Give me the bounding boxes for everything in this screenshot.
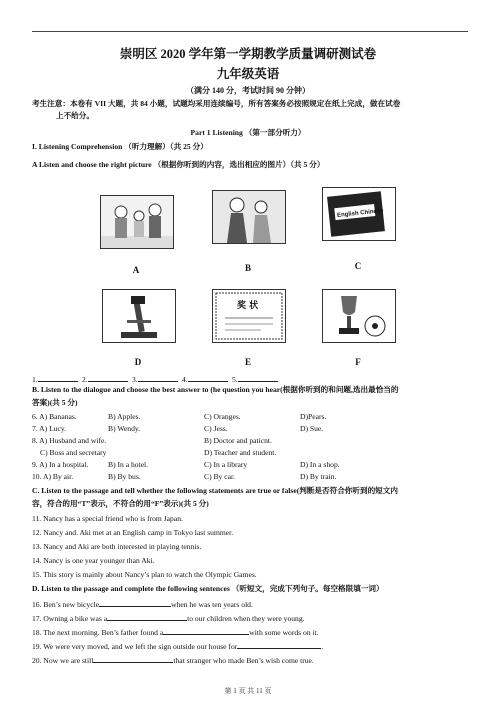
part-heading: Part 1 Listening （第一部分听力）	[190, 128, 306, 137]
picture-d-label: D	[134, 357, 142, 367]
picture-b-label: B	[244, 263, 251, 273]
picture-a-label: A	[132, 265, 140, 275]
answer-1[interactable]: 1.	[32, 373, 78, 385]
picture-e-label: E	[244, 357, 251, 367]
sentence-19: 19. We were very moved, and we left the sign outside our house for .	[32, 642, 324, 651]
statement-14: 14. Nancy is one year younger than Aki.	[32, 556, 155, 565]
blank-17[interactable]	[107, 612, 187, 621]
score-info: （满分 140 分，考试时间 90 分钟）	[186, 86, 310, 95]
section-c-line-1: C. Listen to the passage and tell whether the following statements are true or false(判断是否符合你听到的短文内	[32, 486, 398, 495]
picture-f-label: F	[355, 357, 361, 367]
answer-4[interactable]: 4.	[182, 373, 228, 385]
blank-16[interactable]	[99, 598, 171, 607]
sentence-18: 18. The next morning. Ben’s father found a with some words on it.	[32, 628, 319, 637]
answer-2[interactable]: 2.	[82, 373, 128, 385]
certificate-illustration	[213, 290, 285, 342]
header-rule	[32, 31, 468, 32]
picture-grid	[100, 185, 400, 375]
section-c-line-2: 容，符合的用“T”表示，不符合的用“F”表示)(共 5 分)	[32, 499, 209, 508]
page-footer: 第 1 页 共 11 页	[224, 687, 272, 695]
blank-18[interactable]	[163, 626, 249, 635]
sentence-20: 20. Now we are still that stranger who made Ben’s wish come true.	[32, 656, 314, 665]
picture-b	[212, 190, 286, 244]
picture-d	[102, 289, 176, 343]
blank-19[interactable]	[237, 640, 321, 649]
statement-12: 12. Nancy and. Aki met at an English camp in Tokyo last summer.	[32, 528, 234, 537]
book-title: English Chinese	[336, 208, 384, 219]
exam-page: 崇明区 2020 学年第一学期教学质量调研测试卷 九年级英语 （满分 140 分，考试时间 90 分钟） 考生注意：本卷有 VII 大题，共 84 小题，试题均采用连续编号，所有答案务必按照规定在纸上完成，做在试卷 上不给分。 Part 1 Listening （第一部分听力） I. Listening Comprehension （听力理解）（共 25 分） A Listen and choose the right picture （根据你听到的内容，选出相应的图片）（共 5 分） A B English Chinese C D 奖 状 E F 1. 2. 3. 4. 5. B. Listen to the dialogue and choose the best answer to (he question you hear(根据你听到的和问题,选出最恰当的 答案)(共 5 分) 6. A) Bananas. B) Apples. C) Oranges. D)Pears. 7. A) Lucy. B) Wendy. C) Jess. D) Sue. 8. A) Husband and wife. B) Doctor and paticnt. C) Boss and secretary D) Teacher and student. 9. A) In a hospital. B) In a hotel. C) In a library D) In a shop. 10. A) By air. B) By bus. C) By car. D) By train. C. Listen to the passage and tell whether the following statements are true or false(判断是否符合你听到的短文内 容，符合的用“T”表示，不符合的用“F”表示)(共 5 分) 11. Nancy has a special friend who is from Japan. 12. Nancy and. Aki met at an English camp in Tokyo last summer. 13. Nancy and Aki are both interested in playing tennis. 14. Nancy is one year younger than Aki. 15. This story is mainly about Nancy’s plan to watch the Olympic Games. D. Listen to the passage and complete the following sentences （听短文，完成下列句子。每空格限填一词） 16. Ben’s new bicycle when he was ten years old. 17. Owning a bike was a to our children when they were young. 18. The next morning. Ben’s father found a with some words on it. 19. We were very moved, and we left the sign outside our house for . 20. Now we are still that stranger who made Ben’s wish come true. 第 1 页 共 11 页	[0, 0, 496, 702]
section-d-heading: D. Listen to the passage and complete the following sentences （听短文，完成下列句子。每空格限填一词）	[32, 584, 384, 593]
sentence-16: 16. Ben’s new bicycle when he was ten years old.	[32, 600, 253, 609]
family-illustration	[101, 196, 173, 248]
comprehension-heading: I. Listening Comprehension （听力理解）（共 25 分）	[32, 142, 208, 151]
notice-line-1: 考生注意：本卷有 VII 大题，共 84 小题，试题均采用连续编号，所有答案务必按照规定在纸上完成，做在试卷	[32, 99, 401, 108]
section-a-heading: A Listen and choose the right picture （根据你听到的内容，选出相应的图片）（共 5 分）	[32, 160, 325, 169]
statement-13: 13. Nancy and Aki are both interested in playing tennis.	[32, 542, 202, 551]
picture-f	[322, 289, 396, 343]
picture-c-label: C	[354, 261, 362, 271]
answer-5[interactable]: 5.	[232, 373, 278, 385]
statement-15: 15. This story is mainly about Nancy’s plan to watch the Olympic Games.	[32, 570, 257, 579]
trophy-icon	[323, 290, 395, 342]
microscope-icon	[103, 290, 175, 342]
section-b-line-2: 答案)(共 5 分)	[32, 398, 78, 407]
statement-11: 11. Nancy has a special friend who is from Japan.	[32, 514, 183, 523]
blank-20[interactable]	[93, 654, 173, 663]
exam-title: 崇明区 2020 学年第一学期教学质量调研测试卷	[119, 47, 377, 61]
section-b-line-1: B. Listen to the dialogue and choose the best answer to (he question you hear(根据你听到的和问题,选出最恰当的	[32, 385, 399, 394]
picture-a	[100, 195, 174, 249]
sentence-17: 17. Owning a bike was a to our children when they were young.	[32, 614, 305, 623]
answer-3[interactable]: 3.	[132, 373, 178, 385]
picture-c	[322, 187, 396, 241]
exam-subtitle: 九年级英语	[216, 67, 280, 81]
notice-line-2: 上不给分。	[56, 111, 94, 120]
picture-e	[212, 289, 286, 343]
people-illustration	[213, 191, 285, 243]
dictionary-illustration	[323, 188, 395, 240]
certificate-title: 奖 状	[237, 301, 259, 311]
